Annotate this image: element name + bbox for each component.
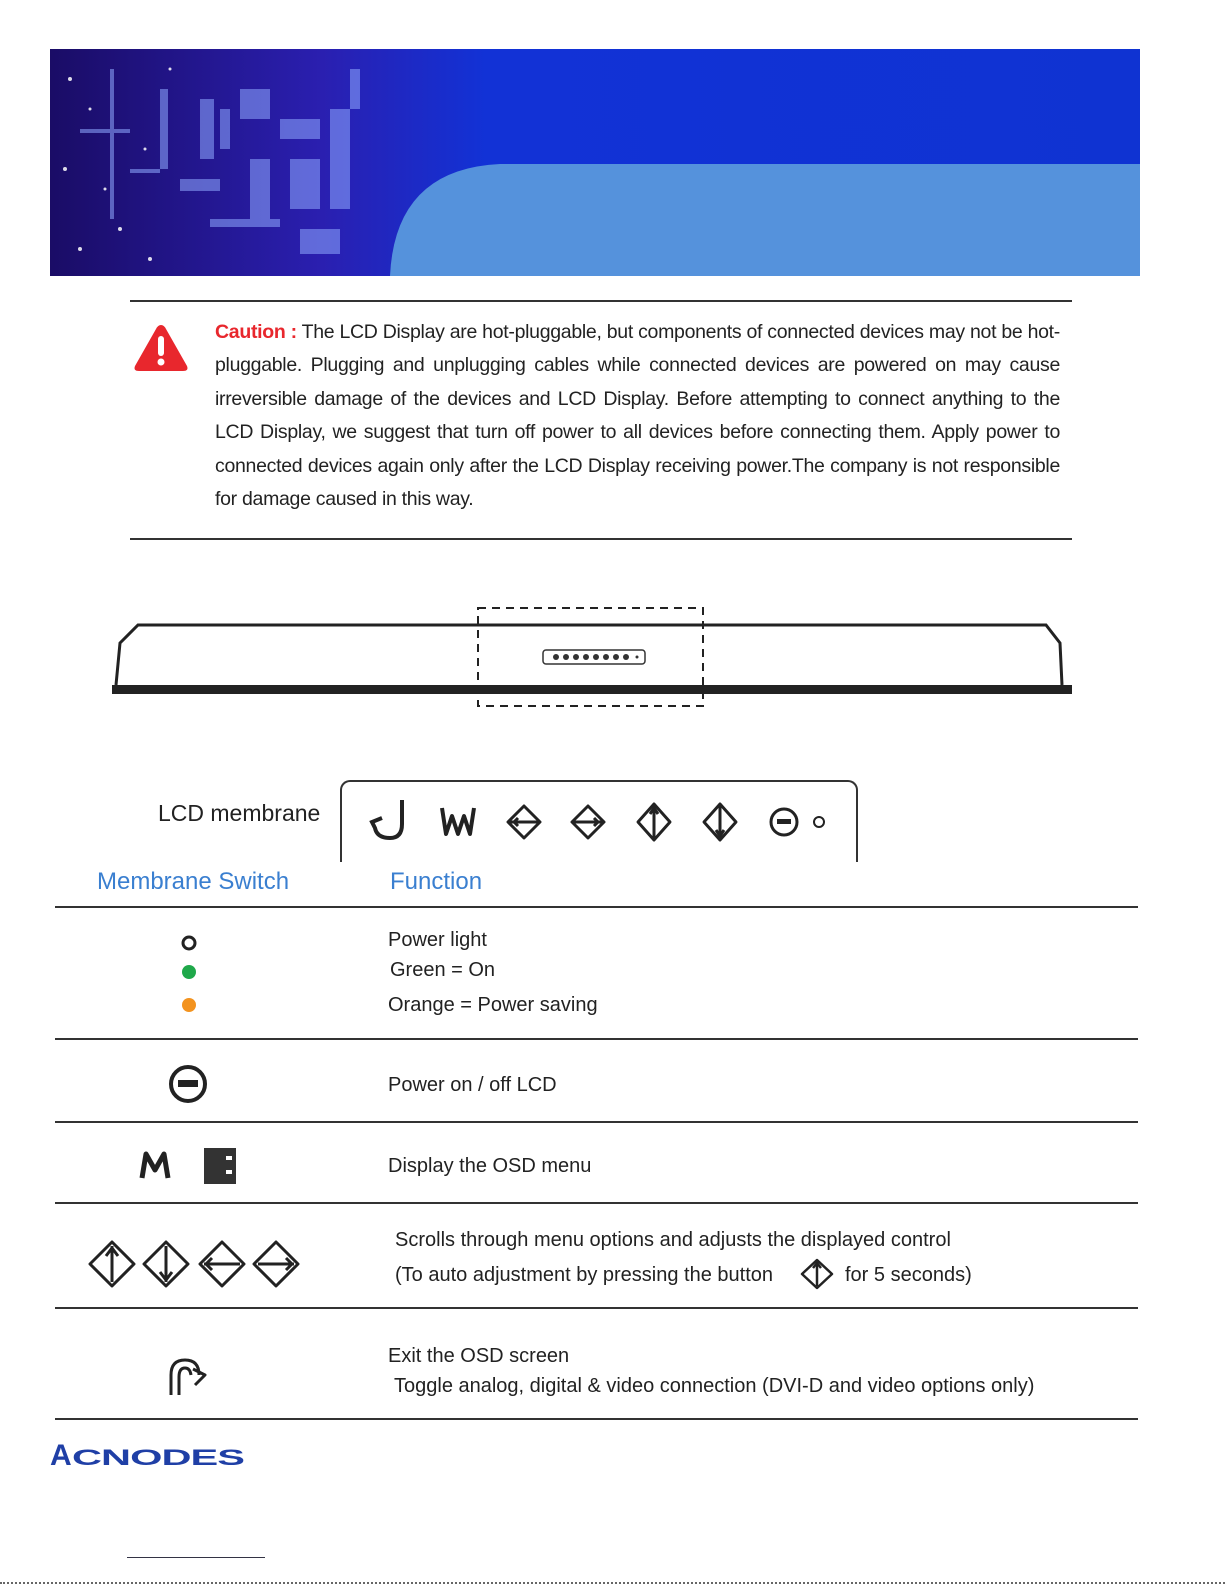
divider [130, 300, 1072, 302]
divider [130, 538, 1072, 540]
membrane-panel [340, 780, 858, 862]
row-scroll-desc: Scrolls through menu options and adjusts the displayed control [395, 1229, 951, 1251]
svg-text:A: A [50, 1439, 72, 1471]
page-bottom-border [0, 1582, 1225, 1584]
row-scroll-note: (To auto adjustment by pressing the button [395, 1264, 774, 1286]
table-divider [55, 1307, 1138, 1309]
power-button-icon[interactable] [771, 809, 797, 835]
header-membrane-switch: Membrane Switch [97, 868, 290, 895]
orange-led-icon [182, 998, 196, 1012]
footer-underline [127, 1557, 265, 1558]
row-exit-osd: Exit the OSD screen [388, 1345, 570, 1367]
row-power-onoff: Power on / off LCD [388, 1074, 557, 1096]
green-led-icon [182, 965, 196, 979]
row-toggle-connection: Toggle analog, digital & video connection (DVI-D and video options only) [394, 1375, 1035, 1397]
menu-m-icon [142, 1154, 168, 1178]
down-arrow-icon[interactable] [704, 804, 736, 840]
exit-icon [163, 1355, 207, 1402]
up-arrow-icon[interactable] [638, 804, 670, 840]
monitor-diagram [110, 605, 1075, 715]
row-scroll-note-end: for 5 seconds) [845, 1264, 972, 1286]
row-power-light-green: Green = On [390, 959, 496, 981]
right-arrow-icon [254, 1242, 298, 1286]
table-divider [55, 906, 1138, 908]
power-led-icon [814, 817, 824, 827]
power-led-icon [183, 937, 195, 949]
table-divider [55, 1418, 1138, 1420]
table-divider [55, 1202, 1138, 1204]
right-arrow-icon[interactable] [572, 806, 604, 838]
caution-paragraph [215, 316, 1060, 516]
exit-icon[interactable] [372, 800, 402, 838]
menu-panel-icon [204, 1148, 236, 1184]
header-banner [50, 49, 1140, 276]
row-power-light-title: Power light [388, 929, 487, 951]
table-divider [55, 1038, 1138, 1040]
up-arrow-icon [800, 1258, 834, 1295]
menu-icons [138, 1146, 240, 1193]
led-status-icons [178, 933, 200, 1023]
power-button-icon [167, 1063, 209, 1110]
warning-icon [133, 322, 189, 379]
header-function: Function [390, 868, 483, 895]
up-arrow-icon [90, 1242, 134, 1286]
menu-m-icon[interactable] [442, 808, 474, 834]
lcd-membrane-label: LCD membrane [158, 800, 321, 826]
left-arrow-icon [200, 1242, 244, 1286]
down-arrow-icon [144, 1242, 188, 1286]
acnodes-logo [50, 1437, 250, 1476]
row-display-osd: Display the OSD menu [388, 1155, 592, 1177]
left-arrow-icon[interactable] [508, 806, 540, 838]
row-power-light-orange: Orange = Power saving [388, 994, 598, 1016]
svg-text:CNODES: CNODES [72, 1445, 244, 1470]
caution-label: Caution : [215, 321, 297, 343]
caution-body: The LCD Display are hot-pluggable, but components of connected devices may not be hot-pluggable. Plugging and unplugging cables while connected devices are powered on may cause irreversible damage of the devices and LCD Display. Before attempting to connect anything to the LCD Display, we suggest that turn off power to all devices before connecting them. Apply power to connected devices again only after the LCD Display receiving power.The company is not responsible for damage caused in this way. [215, 321, 1060, 511]
table-divider [55, 1121, 1138, 1123]
arrow-icons [88, 1238, 302, 1295]
